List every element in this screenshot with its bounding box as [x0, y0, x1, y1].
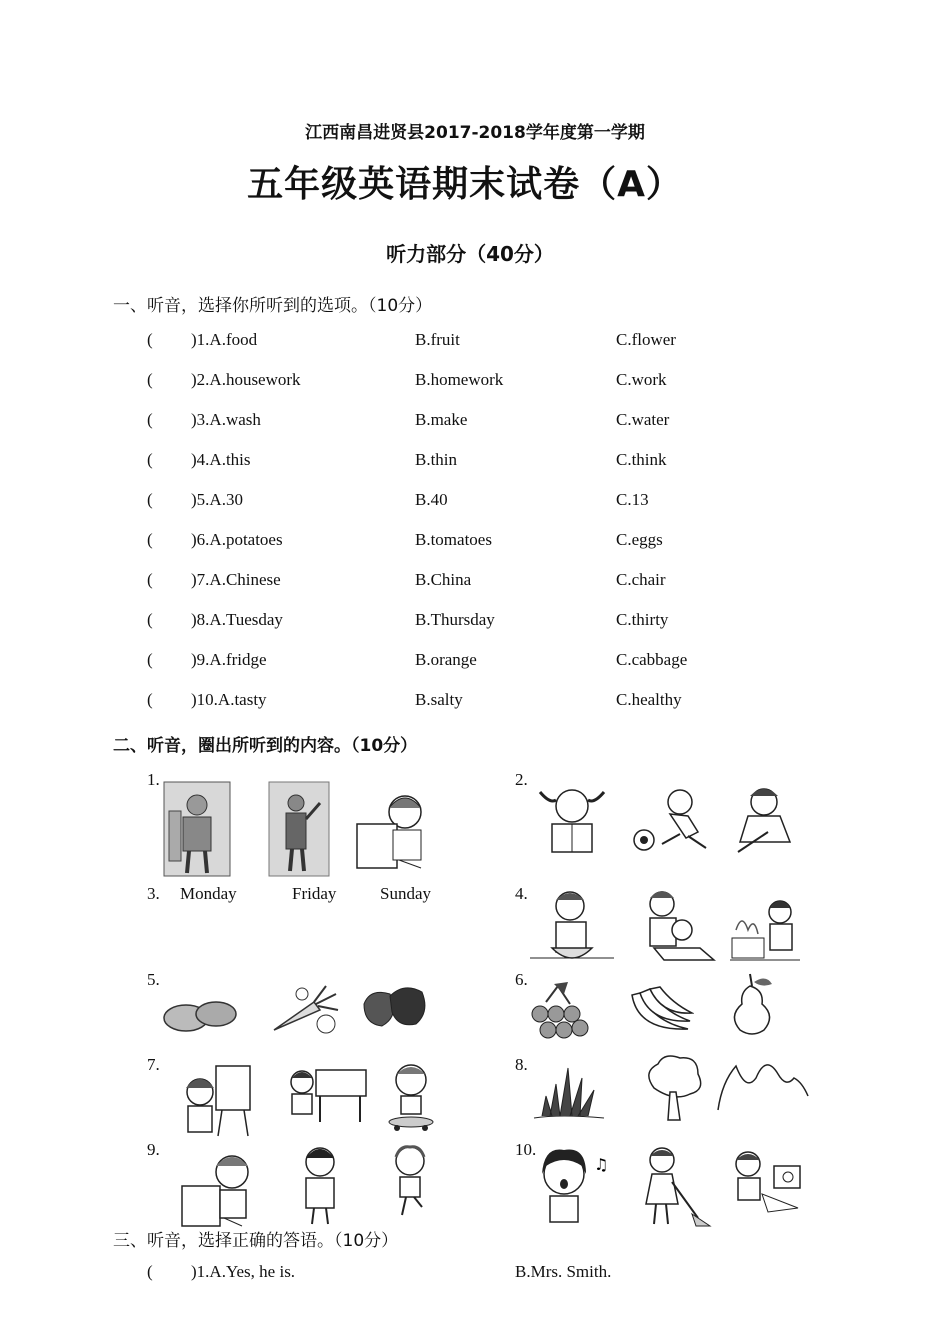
- person-icon: [178, 1062, 254, 1138]
- item-number: 8.: [515, 1055, 528, 1074]
- section2-heading: 二、听音，圈出所听到的内容。（10分）: [113, 736, 418, 756]
- question-row: ( )1.A.food B.fruit C.flower: [147, 330, 676, 349]
- svg-text:♫: ♫: [594, 1155, 609, 1174]
- item-number: 10.: [515, 1140, 537, 1159]
- question-row: ( )10.A.tasty B.salty C.healthy: [147, 690, 682, 709]
- person-icon: [728, 890, 802, 966]
- question-row: ( )6.A.potatoes B.tomatoes C.eggs: [147, 530, 663, 549]
- question-row: ( )9.A.fridge B.orange C.cabbage: [147, 650, 688, 669]
- item-number: 3.: [147, 884, 160, 903]
- person-icon: [280, 1066, 368, 1126]
- fruit-icon: [628, 985, 694, 1041]
- section1-heading: 一、听音，选择你所听到的选项。（10分）: [113, 296, 433, 316]
- question-row: ( )7.A.Chinese B.China C.chair: [147, 570, 666, 589]
- item-number: 4.: [515, 884, 528, 903]
- person-icon: [290, 1140, 350, 1226]
- person-icon: [728, 1146, 804, 1216]
- question-row: ( )8.A.Tuesday B.Thursday C.thirty: [147, 610, 669, 629]
- vegetable-icon: [360, 982, 430, 1030]
- fruit-icon: [528, 982, 590, 1042]
- item-number: 1.: [147, 770, 160, 789]
- section3-heading: 三、听音，选择正确的答语。（10分）: [113, 1231, 399, 1251]
- exam-subtitle: 江西南昌进贤县2017-2018学年度第一学期: [305, 123, 645, 143]
- person-icon: [268, 781, 330, 877]
- person-icon: [163, 781, 231, 877]
- person-icon: [180, 1148, 266, 1228]
- person-icon: [530, 786, 614, 856]
- question-row: ( )3.A.wash B.make C.water: [147, 410, 670, 429]
- person-icon: [385, 1062, 437, 1132]
- item-number: 5.: [147, 970, 160, 989]
- item-number: 6.: [515, 970, 528, 989]
- plant-icon: [530, 1066, 608, 1120]
- item-number: 7.: [147, 1055, 160, 1074]
- fruit-icon: [726, 972, 778, 1038]
- part-title: 听力部分（40分）: [386, 242, 554, 266]
- person-icon: [538, 1144, 612, 1224]
- person-icon: [638, 1142, 712, 1228]
- question-row: ( )5.A.30 B.40 C.13: [147, 490, 649, 509]
- item-number: 2.: [515, 770, 528, 789]
- item-number: 9.: [147, 1140, 160, 1159]
- person-icon: [384, 1143, 434, 1217]
- day-option-monday: Monday: [180, 884, 237, 903]
- question-row: ( )2.A.housework B.homework C.work: [147, 370, 667, 389]
- person-icon: [728, 780, 800, 856]
- mountain-icon: [716, 1052, 810, 1112]
- exam-title: 五年级英语期末试卷（A）: [247, 164, 683, 205]
- vegetable-icon: [268, 980, 340, 1042]
- person-icon: [632, 786, 714, 854]
- question-row: ( )1.A.Yes, he is. B.Mrs. Smith.: [147, 1262, 612, 1281]
- vegetable-icon: [162, 998, 238, 1034]
- person-icon: [630, 886, 716, 966]
- person-icon: [528, 886, 616, 970]
- day-option-sunday: Sunday: [380, 884, 431, 903]
- person-icon: [355, 788, 437, 870]
- day-option-friday: Friday: [292, 884, 337, 903]
- question-row: ( )4.A.this B.thin C.think: [147, 450, 667, 469]
- plant-icon: [640, 1052, 706, 1122]
